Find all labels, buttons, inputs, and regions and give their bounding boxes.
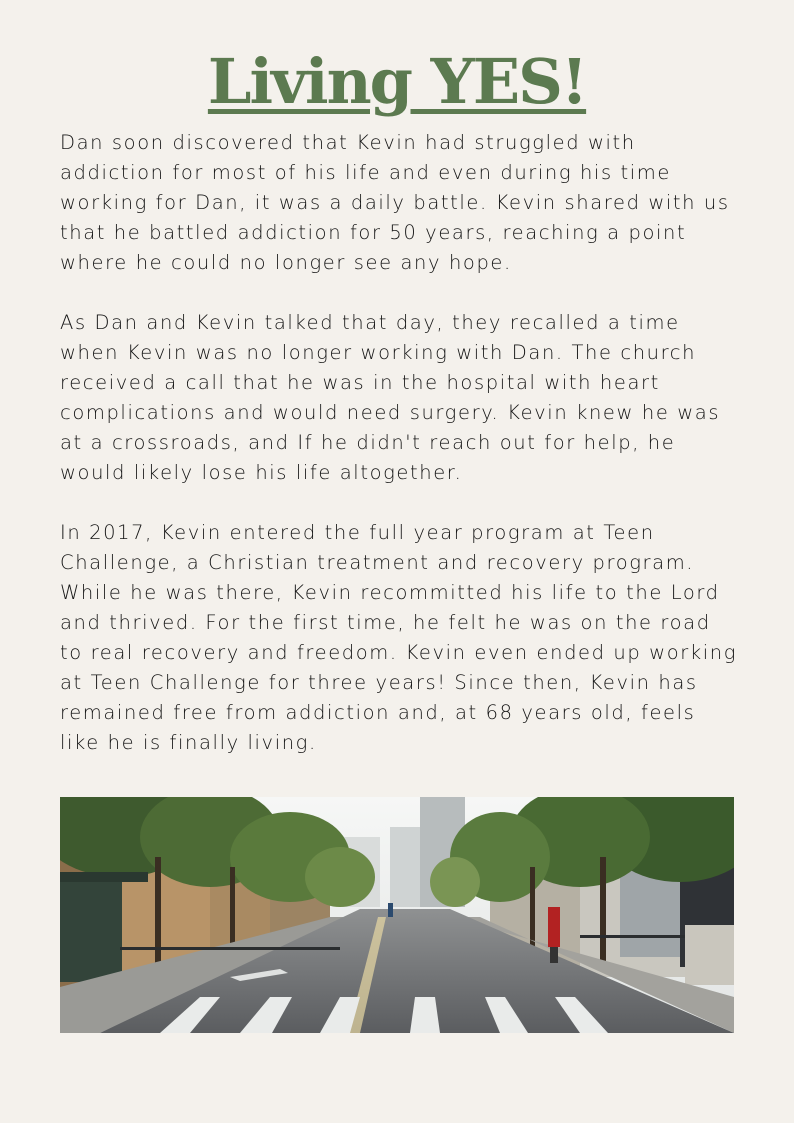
paragraph-2: As Dan and Kevin talked that day, they recalled a time when Kevin was no longer working with Dan. The church received a call that he was in the hospital with heart complications and would need surgery. Kevin knew he was at a crossroads, and If he didn't reach out for help, he would likely lose his life altogether. bbox=[60, 311, 721, 484]
street-photo-illustration bbox=[60, 797, 734, 1033]
article-body bbox=[60, 128, 740, 788]
paragraph-1: Dan soon discovered that Kevin had struggled with addiction for most of his life and even during his time working for Dan, it was a daily battle. Kevin shared with us that he battled addiction for 50 years, reaching a point where he could no longer see any hope. bbox=[60, 131, 730, 274]
paragraph-3: In 2017, Kevin entered the full year program at Teen Challenge, a Christian treatment and recovery program. While he was there, Kevin recommitted his life to the Lord and thrived. For the first time, he felt he was on the road to real recovery and freedom. Kevin even ended up working at Teen Challenge for three years! Since then, Kevin has remained free from addiction and, at 68 years old, feels like he is finally living. bbox=[60, 521, 738, 754]
street-photo bbox=[60, 797, 734, 1033]
page-title: Living YES! bbox=[207, 45, 587, 118]
